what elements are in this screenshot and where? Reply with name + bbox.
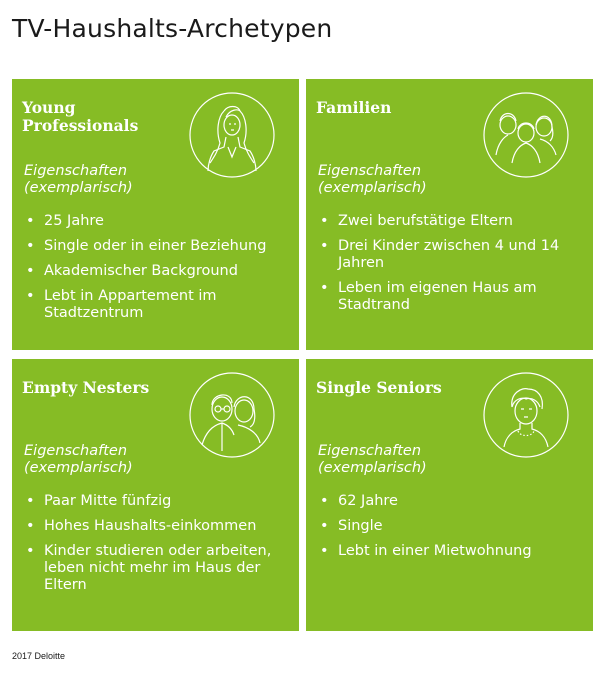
card-young-professionals — [12, 79, 299, 350]
subtitle-line-2: (exemplarisch) — [318, 460, 427, 476]
bullet-item: • Hohes Haushalts-einkommen — [22, 518, 292, 535]
bullet-item: • 62 Jahre — [316, 493, 586, 510]
subtitle-line-2: (exemplarisch) — [24, 460, 133, 476]
page-title: TV-Haushalts-Archetypen — [12, 14, 333, 43]
bullet-item: • Lebt in Appartement im Stadtzentrum — [22, 288, 292, 322]
card-title: Empty Nesters — [22, 378, 150, 397]
bullet-list — [316, 493, 586, 568]
bullet-item: • Akademischer Background — [22, 263, 292, 280]
young-woman-portrait-icon — [188, 91, 276, 179]
card-subtitle — [318, 443, 427, 477]
card-subtitle — [318, 163, 427, 197]
senior-woman-portrait-icon — [482, 371, 570, 459]
bullet-list — [22, 213, 292, 330]
card-title: Young Professionals — [22, 98, 139, 135]
card-empty-nesters — [12, 359, 299, 631]
subtitle-line-1: Eigenschaften — [318, 443, 422, 459]
bullet-item: • 25 Jahre — [22, 213, 292, 230]
bullet-item: • Lebt in einer Mietwohnung — [316, 543, 586, 560]
couple-portrait-icon — [188, 371, 276, 459]
subtitle-line-1: Eigenschaften — [318, 163, 422, 179]
bullet-list — [316, 213, 586, 322]
bullet-item: • Kinder studieren oder arbeiten, leben nicht mehr im Haus der Eltern — [22, 543, 292, 594]
subtitle-line-2: (exemplarisch) — [318, 180, 427, 196]
bullet-item: • Drei Kinder zwischen 4 und 14 Jahren — [316, 238, 586, 272]
card-subtitle — [24, 443, 133, 477]
bullet-list — [22, 493, 292, 602]
card-subtitle — [24, 163, 133, 197]
bullet-item: • Leben im eigenen Haus am Stadtrand — [316, 280, 586, 314]
bullet-item: • Single — [316, 518, 586, 535]
card-single-seniors — [306, 359, 593, 631]
subtitle-line-1: Eigenschaften — [24, 163, 128, 179]
footer-copyright: 2017 Deloitte — [12, 651, 66, 661]
subtitle-line-1: Eigenschaften — [24, 443, 128, 459]
subtitle-line-2: (exemplarisch) — [24, 180, 133, 196]
bullet-item: • Paar Mitte fünfzig — [22, 493, 292, 510]
bullet-item: • Zwei berufstätige Eltern — [316, 213, 586, 230]
card-familien — [306, 79, 593, 350]
card-title: Single Seniors — [316, 378, 442, 397]
card-title: Familien — [316, 98, 392, 117]
family-portrait-icon — [482, 91, 570, 179]
bullet-item: • Single oder in einer Beziehung — [22, 238, 292, 255]
